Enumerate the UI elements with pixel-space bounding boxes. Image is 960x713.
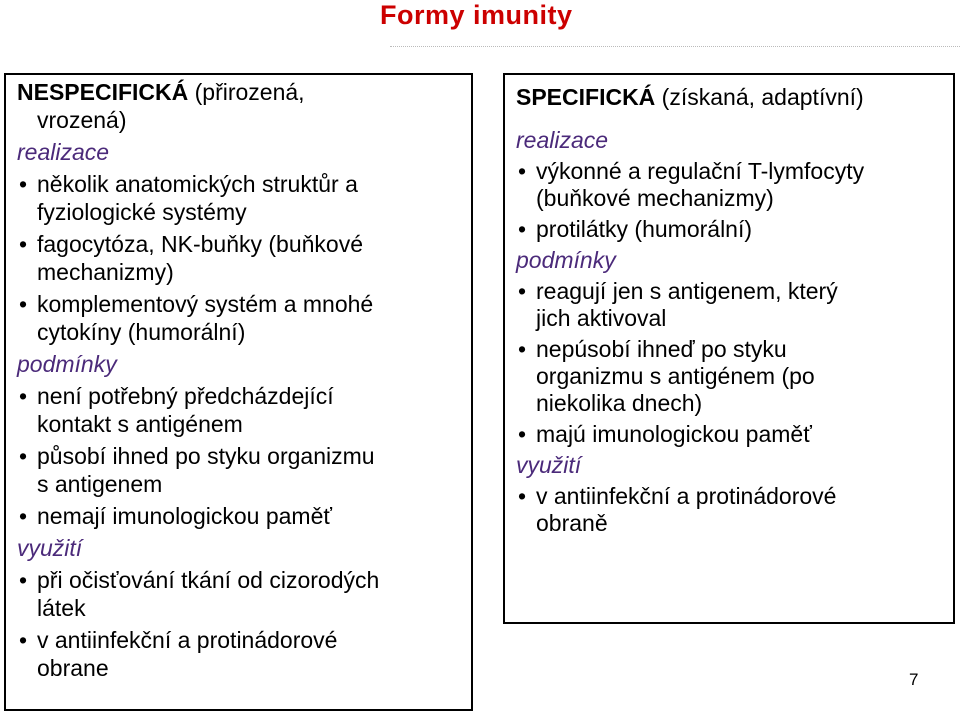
left-section-vyuziti: využití bbox=[17, 535, 83, 561]
nonspecific-heading bbox=[17, 78, 465, 106]
bullet-icon: • bbox=[19, 231, 28, 257]
left-section-podminky: podmínky bbox=[17, 351, 117, 377]
bullet-icon: • bbox=[19, 627, 28, 653]
bullet-icon: • bbox=[19, 171, 28, 197]
list-item: • protilátky (humorální) bbox=[518, 216, 753, 242]
list-item: • reagují jen s antigenem, který jich aktivoval bbox=[518, 278, 838, 331]
list-item: • při očisťování tkání od cizorodých látek bbox=[19, 567, 380, 621]
bullet-icon: • bbox=[518, 483, 527, 509]
bullet-icon: • bbox=[19, 383, 28, 409]
specific-heading-rest: (získaná, adaptívní) bbox=[655, 84, 864, 110]
specific-heading-bold: SPECIFICKÁ bbox=[516, 84, 656, 110]
page-number: 7 bbox=[909, 670, 919, 689]
list-item: • není potřebný předcházdející kontakt s antigénem bbox=[19, 383, 334, 437]
list-item: • majú imunologickou paměť bbox=[518, 421, 812, 447]
list-item: • fagocytóza, NK-buňky (buňkové mechanizmy) bbox=[19, 231, 364, 285]
list-item: • v antiinfekční a protinádorové obrane bbox=[19, 627, 338, 681]
bullet-icon: • bbox=[19, 567, 28, 593]
specific-heading bbox=[516, 84, 947, 111]
bullet-icon: • bbox=[518, 216, 527, 242]
list-item: • komplementový systém a mnohé cytokíny (humorální) bbox=[19, 291, 374, 345]
bullet-icon: • bbox=[518, 421, 527, 447]
bullet-icon: • bbox=[19, 291, 28, 317]
list-item: • v antiinfekční a protinádorové obraně bbox=[518, 483, 837, 536]
left-section-realizace: realizace bbox=[17, 139, 110, 165]
list-item: • výkonné a regulační T-lymfocyty (buňkové mechanizmy) bbox=[518, 158, 865, 211]
title-divider bbox=[390, 46, 960, 47]
right-section-realizace: realizace bbox=[516, 127, 609, 153]
right-section-podminky: podmínky bbox=[516, 247, 616, 273]
nonspecific-heading-cont: vrozená) bbox=[37, 107, 127, 133]
bullet-icon: • bbox=[518, 278, 527, 304]
list-item: • nemají imunologickou paměť bbox=[19, 503, 333, 529]
nonspecific-heading-bold: NESPECIFICKÁ bbox=[17, 79, 189, 105]
bullet-icon: • bbox=[19, 503, 28, 529]
bullet-icon: • bbox=[19, 443, 28, 469]
specific-immunity-box bbox=[503, 73, 955, 624]
list-item: • několik anatomických struktůr a fyziologické systémy bbox=[19, 171, 358, 225]
slide-title: Formy imunity bbox=[380, 0, 573, 30]
list-item: • nepúsobí ihneď po styku organizmu s antigénem (po niekolika dnech) bbox=[518, 336, 815, 416]
nonspecific-immunity-box bbox=[4, 73, 473, 711]
bullet-icon: • bbox=[518, 336, 527, 362]
list-item: • působí ihned po styku organizmu s antigenem bbox=[19, 443, 375, 497]
bullet-icon: • bbox=[518, 158, 527, 184]
right-section-vyuziti: využití bbox=[516, 452, 582, 478]
nonspecific-heading-rest: (přirozená, bbox=[188, 79, 305, 105]
